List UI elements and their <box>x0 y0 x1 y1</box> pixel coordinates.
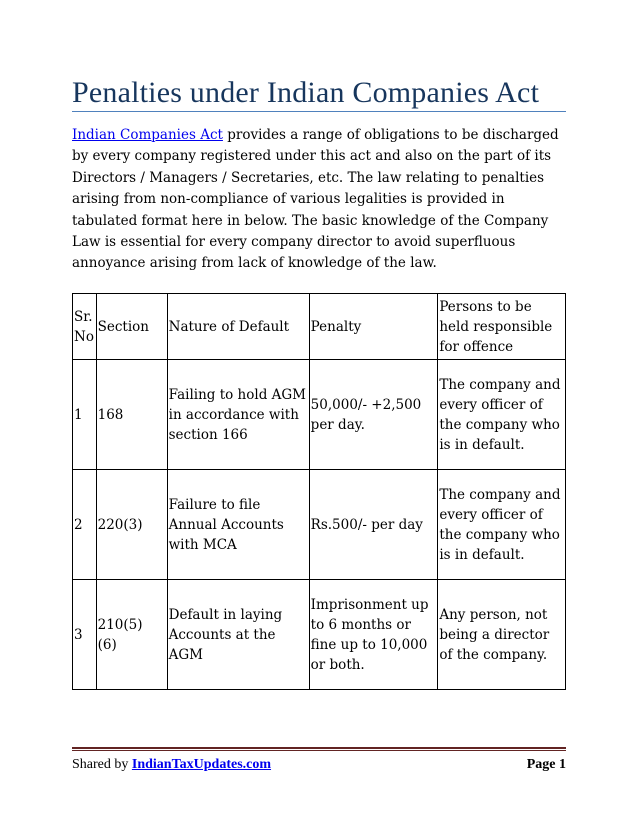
penalties-table <box>72 293 566 690</box>
intro-paragraph <box>72 125 568 275</box>
cell-sr-no: 3 <box>73 580 97 690</box>
header-persons-responsible: Persons to be held responsible for offence <box>438 294 566 360</box>
cell-persons-responsible: The company and every officer of the company who is in default. <box>438 470 566 580</box>
table-header-row <box>73 294 566 360</box>
companies-act-link[interactable]: Indian Companies Act <box>72 127 223 143</box>
page-title: Penalties under Indian Companies Act <box>72 76 540 109</box>
footer-credit <box>72 757 271 773</box>
footer-shared-by: Shared by <box>72 757 132 772</box>
footer-rule-thin <box>72 750 566 751</box>
cell-nature-of-default: Failing to hold AGM in accordance with section 166 <box>167 360 309 470</box>
header-penalty: Penalty <box>309 294 438 360</box>
table-row <box>73 580 566 690</box>
intro-text: provides a range of obligations to be discharged by every company registered under this act and also on the part of its Directors / Managers / Secretaries, etc. The law relating to penalties arising from non-compliance of various legalities is provided in tabulated format here in below. The basic knowledge of the Company Law is essential for every company director to avoid superfluous annoyance arising from lack of knowledge of the law. <box>72 127 559 272</box>
cell-section: 220(3) <box>96 470 167 580</box>
cell-penalty: Rs.500/- per day <box>309 470 438 580</box>
cell-section: 168 <box>96 360 167 470</box>
footer-site-link[interactable]: IndianTaxUpdates.com <box>131 757 272 772</box>
title-underline <box>72 111 566 112</box>
cell-nature-of-default: Failure to file Annual Accounts with MCA <box>167 470 309 580</box>
header-nature-of-default: Nature of Default <box>167 294 309 360</box>
footer-rule <box>72 747 566 749</box>
table-row <box>73 470 566 580</box>
cell-persons-responsible: The company and every officer of the company who is in default. <box>438 360 566 470</box>
cell-penalty: Imprisonment up to 6 months or fine up to 10,000 or both. <box>309 580 438 690</box>
header-section: Section <box>96 294 167 360</box>
header-sr-no: Sr. No <box>73 294 97 360</box>
cell-persons-responsible: Any person, not being a director of the company. <box>438 580 566 690</box>
page-number: Page 1 <box>526 757 566 772</box>
cell-sr-no: 2 <box>73 470 97 580</box>
cell-penalty: 50,000/- +2,500 per day. <box>309 360 438 470</box>
cell-nature-of-default: Default in laying Accounts at the AGM <box>167 580 309 690</box>
table-row <box>73 360 566 470</box>
page-footer <box>72 757 566 777</box>
cell-section: 210(5) (6) <box>96 580 167 690</box>
cell-sr-no: 1 <box>73 360 97 470</box>
